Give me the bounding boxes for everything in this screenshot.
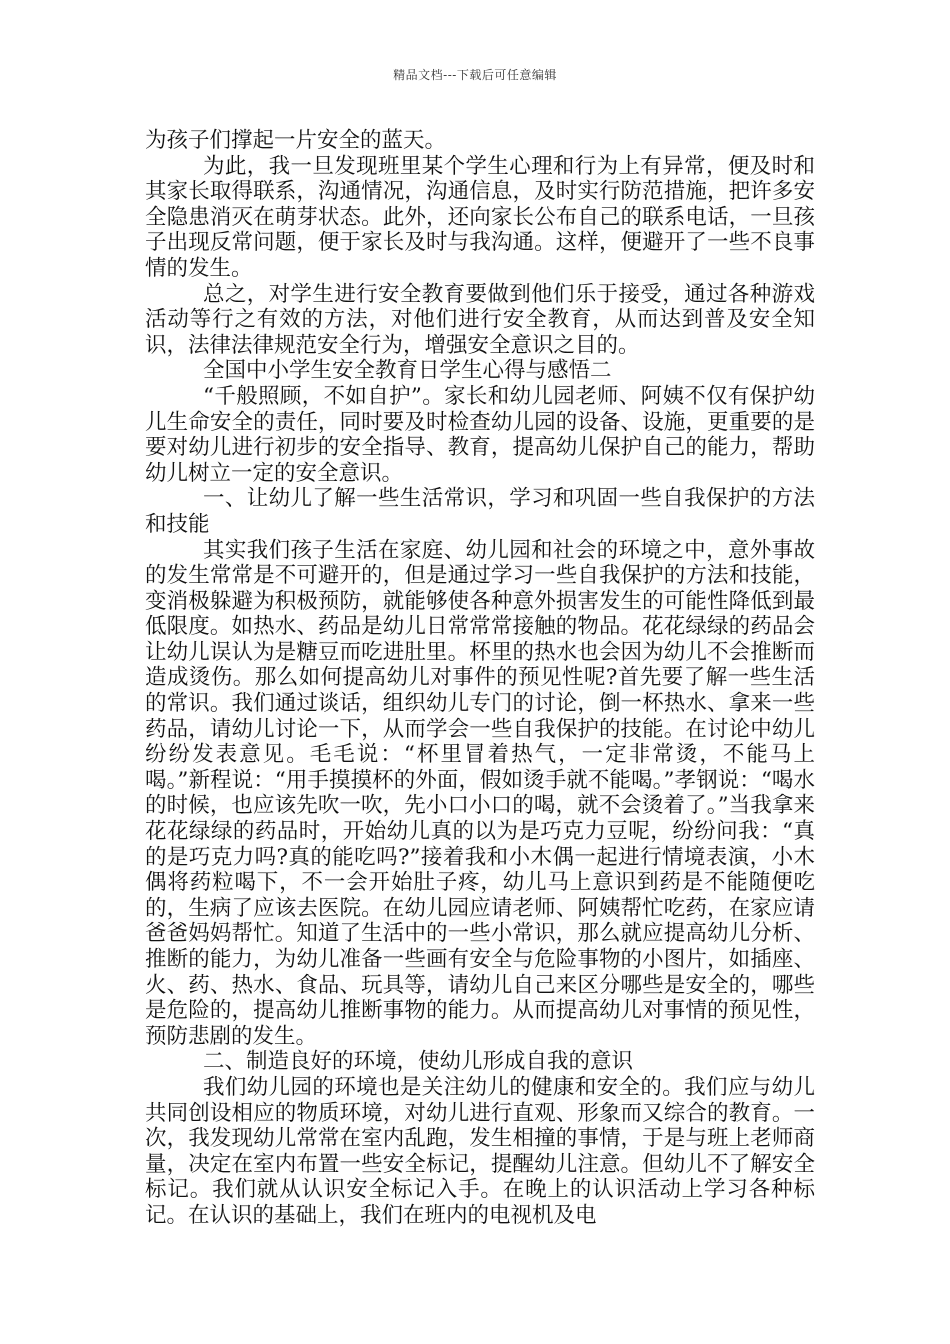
- heading-two: 二、制造良好的环境，使幼儿形成自我的意识: [203, 1049, 634, 1075]
- page-header: 精品文档---下载后可任意编辑: [393, 68, 557, 82]
- paragraph-environment: 我们幼儿园的环境也是关注幼儿的健康和安全的。我们应与幼儿共同创设相应的物质环境，对幼儿进行直观、形象而又综合的教育。一次，我发现幼儿常常在室内乱跑，发生相撞的事情，于是与班上老师商量，决定在室内布置一些安全标记，提醒幼儿注意。但幼儿不了解安全标记。我们就从认识安全标记入手。在晚上的认识活动上学习各种标记。在认识的基础上，我们在班内的电视机及电: [145, 1074, 815, 1228]
- paragraph-continuation: 为孩子们撑起一片安全的蓝天。: [145, 128, 447, 153]
- heading-one: 一、让幼儿了解一些生活常识，学习和巩固一些自我保护的方法和技能: [145, 486, 815, 537]
- paragraph-summary: 总之，对学生进行安全教育要做到他们乐于接受，通过各种游戏活动等行之有效的方法，对他们进行安全教育，从而达到普及安全知识，法律法律规范安全行为，增强安全意识之目的。: [145, 281, 815, 358]
- paragraph-parent-contact: 为此，我一旦发现班里某个学生心理和行为上有异常，便及时和其家长取得联系，沟通情况，沟通信息，及时实行防范措施，把许多安全隐患消灭在萌芽状态。此外，还向家长公布自己的联系电话，一旦孩子出现反常问题，便于家长及时与我沟通。这样，便避开了一些不良事情的发生。: [145, 153, 815, 281]
- document-body: [145, 128, 815, 1229]
- paragraph-intro: “千般照顾，不如自护”。家长和幼儿园老师、阿姨不仅有保护幼儿生命安全的责任，同时要及时检查幼儿园的设备、设施，更重要的是要对幼儿进行初步的安全指导、教育，提高幼儿保护自己的能力，帮助幼儿树立一定的安全意识。: [145, 383, 815, 486]
- section-title: 全国中小学生安全教育日学生心得与感悟二: [203, 358, 612, 384]
- paragraph-life-knowledge: 其实我们孩子生活在家庭、幼儿园和社会的环境之中，意外事故的发生常常是不可避开的，但是通过学习一些自我保护的方法和技能，变消极躲避为积极预防，就能够使各种意外损害发生的可能性降低到最低限度。如热水、药品是幼儿日常常常接触的物品。花花绿绿的药品会让幼儿误认为是糖豆而吃进肚里。杯里的热水也会因为幼儿不会推断而造成烫伤。那么如何提高幼儿对事件的预见性呢?首先要了解一些生活的常识。我们通过谈话，组织幼儿专门的讨论，倒一杯热水、拿来一些药品，请幼儿讨论一下，从而学会一些自我保护的技能。在讨论中幼儿纷纷发表意见。毛毛说：“杯里冒着热气，一定非常烫，不能马上喝。”新程说：“用手摸摸杯的外面，假如烫手就不能喝。”孝钢说：“喝水的时候，也应该先吹一吹，先小口小口的喝，就不会烫着了。”当我拿来花花绿绿的药品时，开始幼儿真的以为是巧克力豆呢，纷纷问我：“真的是巧克力吗?真的能吃吗?”接着我和小木偶一起进行情境表演，小木偶将药粒喝下，不一会开始肚子疼，幼儿马上意识到药是不能随便吃的，生病了应该去医院。在幼儿园应请老师、阿姨帮忙吃药，在家应请爸爸妈妈帮忙。知道了生活中的一些小常识，那么就应提高幼儿分析、推断的能力，为幼儿准备一些画有安全与危险事物的小图片，如插座、火、药、热水、食品、玩具等，请幼儿自己来区分哪些是安全的，哪些是危险的，提高幼儿推断事物的能力。从而提高幼儿对事情的预见性，预防悲剧的发生。: [145, 537, 815, 1049]
